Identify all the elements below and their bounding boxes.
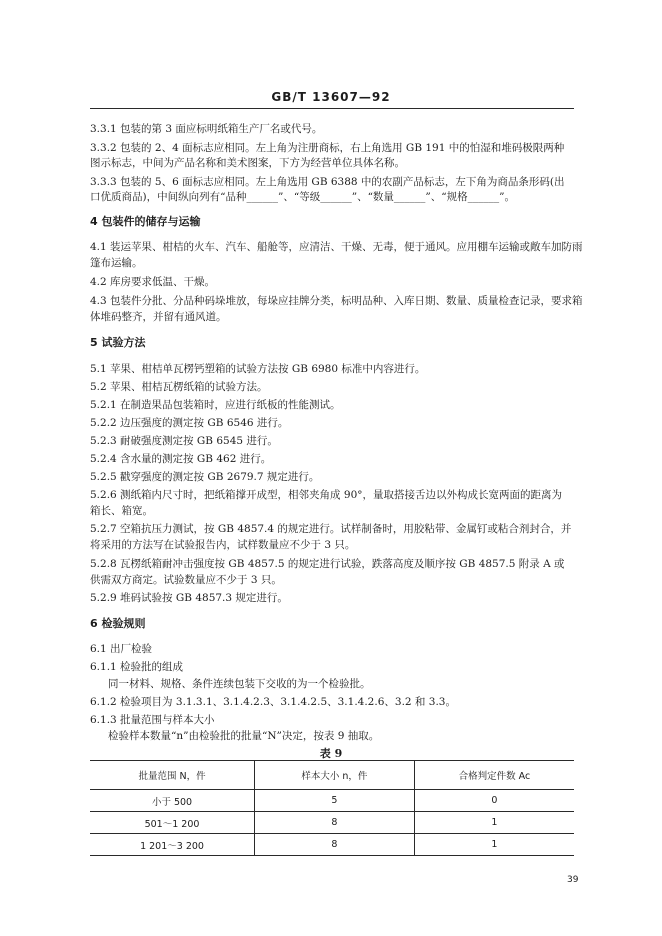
cell-acceptance-number: 1	[414, 812, 574, 834]
cell-acceptance-number: 0	[414, 790, 574, 812]
clause-5-2-5: 5.2.5 戳穿强度的测定按 GB 2679.7 规定进行。	[90, 471, 320, 483]
clause-3-3-1: 3.3.1 包装的第 3 面应标明纸箱生产厂名或代号。	[90, 123, 323, 135]
col-header-sample-size: 样本大小 n，件	[255, 761, 415, 790]
table-row	[90, 834, 574, 856]
section-6-heading: 6 检验规则	[90, 617, 146, 630]
clause-5-2-2: 5.2.2 边压强度的测定按 GB 6546 进行。	[90, 417, 289, 429]
clause-6-1-1-body: 同一材料、规格、条件连续包装下交收的为一个检验批。	[108, 678, 371, 690]
clause-3-3-2: 3.3.2 包装的 2、4 面标志应相同。左上角为注册商标，右上角选用 GB 191 中的怕湿和堆码极限两种	[90, 142, 565, 154]
clause-5-2-1: 5.2.1 在制造果品包装箱时，应进行纸板的性能测试。	[90, 399, 341, 411]
clause-5-1: 5.1 苹果、柑桔单瓦楞钙塑箱的试验方法按 GB 6980 标准中内容进行。	[90, 363, 426, 375]
table-9-caption: 表 9	[319, 747, 343, 760]
clause-5-2: 5.2 苹果、柑桔瓦楞纸箱的试验方法。	[90, 381, 268, 393]
col-header-acceptance-number: 合格判定件数 Ac	[414, 761, 574, 790]
clause-4-3-cont: 体堆码整齐，并留有通风道。	[90, 311, 227, 323]
clause-5-2-3: 5.2.3 耐破强度测定按 GB 6545 进行。	[90, 435, 278, 447]
col-header-batch-range: 批量范围 N，件	[90, 761, 255, 790]
table-9	[90, 760, 574, 856]
table-header-row	[90, 761, 574, 790]
header-rule	[90, 108, 574, 109]
cell-sample-size: 5	[255, 790, 415, 812]
cell-sample-size: 8	[255, 812, 415, 834]
clause-4-1-cont: 篷布运输。	[90, 257, 143, 269]
section-4-heading: 4 包装件的储存与运输	[90, 215, 201, 228]
table-row	[90, 790, 574, 812]
section-5-heading: 5 试验方法	[90, 336, 146, 349]
cell-batch-range: 501～1 200	[90, 812, 255, 834]
cell-batch-range: 1 201～3 200	[90, 834, 255, 856]
clause-5-2-8-cont: 供需双方商定。试验数量应不少于 3 只。	[90, 574, 282, 586]
cell-acceptance-number: 1	[414, 834, 574, 856]
standard-code-header: GB/T 13607—92	[271, 90, 391, 104]
clause-6-1-2: 6.1.2 检验项目为 3.1.3.1、3.1.4.2.3、3.1.4.2.5、3.1.4.2.6、3.2 和 3.3。	[90, 696, 456, 708]
clause-5-2-9: 5.2.9 堆码试验按 GB 4857.3 规定进行。	[90, 592, 288, 604]
clause-5-2-6-cont: 箱长、箱宽。	[90, 505, 153, 517]
clause-5-2-7-cont: 将采用的方法写在试验报告内，试样数量应不少于 3 只。	[90, 539, 356, 551]
page-number: 39	[567, 875, 579, 885]
clause-4-3: 4.3 包装件分批、分品种码垛堆放，每垛应挂牌分类，标明品种、入库日期、数量、质量检查记录，要求箱	[90, 295, 583, 307]
cell-sample-size: 8	[255, 834, 415, 856]
clause-6-1: 6.1 出厂检验	[90, 643, 153, 655]
clause-4-2: 4.2 库房要求低温、干燥。	[90, 276, 216, 288]
table-row	[90, 812, 574, 834]
clause-6-1-1: 6.1.1 检验批的组成	[90, 661, 184, 673]
clause-4-1: 4.1 装运苹果、柑桔的火车、汽车、船舱等，应清洁、干燥、无毒，便于通风。应用棚车运输或敞车加防雨	[90, 241, 583, 253]
clause-3-3-3: 3.3.3 包装的 5、6 面标志应相同。左上角选用 GB 6388 中的农副产品标志，左下角为商品条形码(出	[90, 176, 565, 188]
clause-3-3-2-cont: 图示标志，中间为产品名称和美术图案，下方为经营单位具体名称。	[90, 157, 405, 169]
cell-batch-range: 小于 500	[90, 790, 255, 812]
clause-6-1-3: 6.1.3 批量范围与样本大小	[90, 714, 215, 726]
clause-6-1-3-body: 检验样本数量“n”由检验批的批量“N”决定，按表 9 抽取。	[108, 730, 380, 742]
clause-3-3-3-cont: 口优质商品)，中间纵向列有“品种______”、“等级______”、“数量______”、“规格______”。	[90, 191, 516, 203]
clause-5-2-8: 5.2.8 瓦楞纸箱耐冲击强度按 GB 4857.5 的规定进行试验，跌落高度及顺序按 GB 4857.5 附录 A 或	[90, 558, 565, 570]
clause-5-2-7: 5.2.7 空箱抗压力测试，按 GB 4857.4 的规定进行。试样制备时，用胶粘带、金属钉或粘合剂封合，并	[90, 523, 572, 535]
clause-5-2-4: 5.2.4 含水量的测定按 GB 462 进行。	[90, 453, 272, 465]
clause-5-2-6: 5.2.6 测纸箱内尺寸时，把纸箱撑开成型，相邻夹角成 90°，量取搭接舌边以外构成长宽两面的距离为	[90, 489, 563, 501]
